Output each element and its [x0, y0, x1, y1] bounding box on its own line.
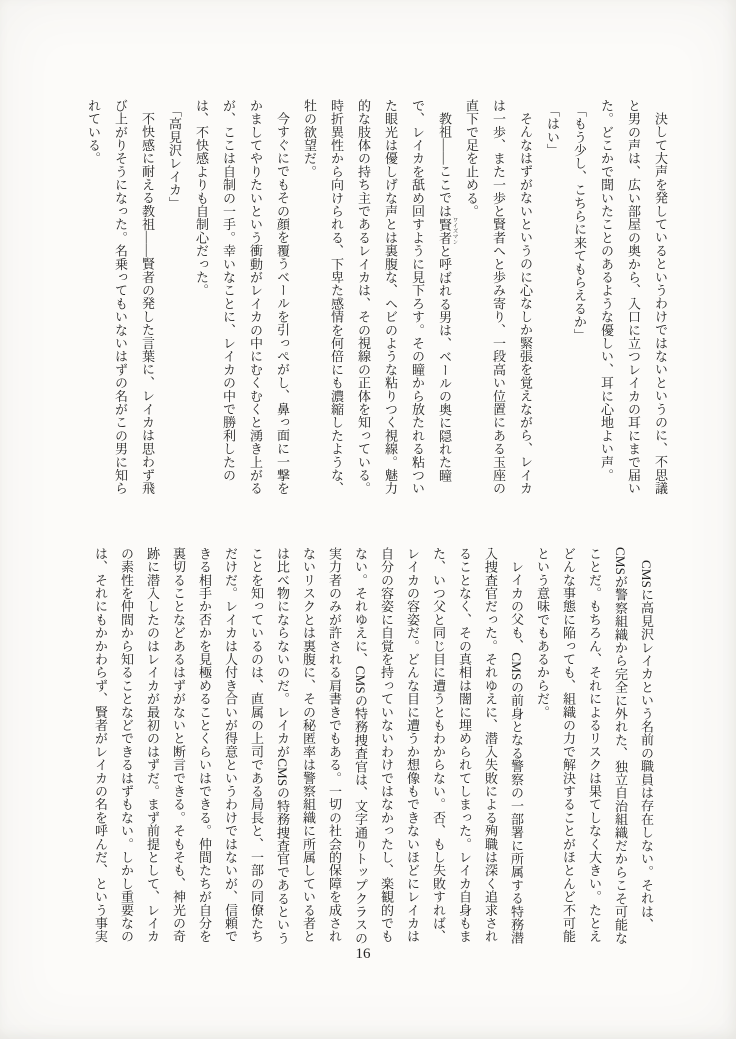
text-line: は比べ物にならないのだ。レイカがCMSの特務捜査官であるという — [275, 547, 290, 945]
text-line: ることなく、その真相は闇に埋められてしまった。レイカ自身もま — [457, 547, 472, 943]
text-line: 直下で足を止める。 — [464, 99, 479, 218]
text-line: 裏切ることなどあるはずがないと断言できる。そもそも、神光の奇 — [171, 547, 186, 943]
text-line: は一歩、また一歩と賢者へと歩み寄り、一段高い位置にある玉座の — [491, 99, 506, 495]
text-line: 入捜査官だった。それゆえに、潜入失敗による殉職は深く追求され — [483, 547, 498, 943]
text-line: かましてやりたいという衝動がレイカの中にむくむくと湧き上がる — [248, 99, 263, 495]
text-line: レイカの容姿だ。どんな目に遭うか想像もできないほどにレイカは — [405, 547, 420, 943]
text-line: 時折異性から向けられる、下卑た感情を何倍にも濃縮したような、 — [329, 99, 344, 495]
text-line: 教祖――ここでは賢者 ワイズマンと呼ばれる男は、ベールの奥に隠れた瞳 — [437, 112, 458, 483]
text-line: 「高見沢レイカ」 — [167, 104, 182, 210]
text-line: 自分の容姿に自覚を持っていないわけではなかったし、楽観的でも — [379, 547, 394, 943]
text-line: そんなはずがないというのに心なしか緊張を覚えながら、レイカ — [518, 112, 533, 495]
text-line: 的な肢体の持ち主であるレイカは、その視線の正体を知っている。 — [356, 99, 371, 495]
text-line: 決して大声を発しているというわけではないというのに、不思議 — [653, 112, 668, 495]
text-line: CMSが警察組織から完全に外れた、独立自治組織だからこそ可能な — [613, 547, 628, 945]
text-line: で、レイカを舐め回すように見下ろす。その瞳から放たれる粘つい — [410, 99, 425, 495]
text-line: が、ここは自制の一手。幸いなことに、レイカの中で勝利したの — [221, 99, 236, 482]
text-line: 「はい」 — [545, 104, 560, 157]
text-line: は、それにもかかわらず、賢者がレイカの名を呼んだ、という事実 — [93, 547, 108, 943]
text-line: た眼光は優しげな声とは裏腹な、ヘビのような粘りつく視線。魅力 — [383, 99, 398, 495]
text-line: ことを知っているのは、直属の上司である局長と、一部の同僚たち — [249, 547, 264, 943]
text-line: だけだ。レイカは人付き合いが得意というわけではないが、信頼で — [223, 547, 238, 943]
text-line: 「もう少し、こちらに来てもらえるか」 — [572, 104, 587, 342]
text-line: 跡に潜入したのはレイカが最初のはずだ。まず前提として、レイカ — [145, 547, 160, 943]
text-line: 牡の欲望だ。 — [302, 99, 317, 179]
bottom-text-block — [87, 547, 659, 943]
text-line: 今すぐにでもその顔を覆うベールを引っぺがし、鼻っ面に一撃を — [275, 112, 290, 495]
text-line: の素性を仲間から知ることなどできるはずもない。しかし重要なの — [119, 547, 134, 943]
top-text-block — [80, 99, 674, 495]
text-line: ない。それゆえに、CMSの特務捜査官は、文字通りトップクラスの — [353, 547, 368, 945]
text-line: ないリスクとは裏腹に、その秘匿率は警察組織に所属している者と — [301, 547, 316, 943]
text-line: 不快感に耐える教祖――賢者の発した言葉に、レイカは思わず飛 — [140, 112, 155, 495]
text-line: きる相手か否かを見極めることくらいはできる。仲間たちが自分を — [197, 547, 212, 943]
page-number: 16 — [355, 946, 371, 962]
text-line: れている。 — [86, 99, 101, 165]
text-line: た、いつ父と同じ目に遭うともわからない。否、もし失敗すれば、 — [431, 547, 446, 943]
text-line: CMSに高見沢レイカという名前の職員は存在しない。それは、 — [639, 560, 654, 932]
text-line: た。どこかで聞いたことのあるような優しい、耳に心地よい声。 — [599, 99, 614, 482]
text-line: 実力者のみが許される肩書きでもある。一切の社会的保障を成され — [327, 547, 342, 943]
text-line: は、不快感よりも自制心だった。 — [194, 99, 209, 297]
furigana-ruby: 賢者 ワイズマン — [437, 217, 458, 245]
text-line: という意味でもあるからだ。 — [535, 547, 550, 719]
text-line: び上がりそうになった。名乗ってもいないはずの名がこの男に知ら — [113, 99, 128, 495]
text-line: ことだ。もちろん、それによるリスクは果てしなく大きい。たとえ — [587, 547, 602, 943]
text-line: と男の声は、広い部屋の奥から、入口に立つレイカの耳にまで届い — [626, 99, 641, 495]
text-line: レイカの父も、CMSの前身となる警察の一部署に所属する特務潜 — [509, 560, 524, 945]
text-line: どんな事態に陥っても、組織の力で解決することがほとんど不可能 — [561, 547, 576, 943]
